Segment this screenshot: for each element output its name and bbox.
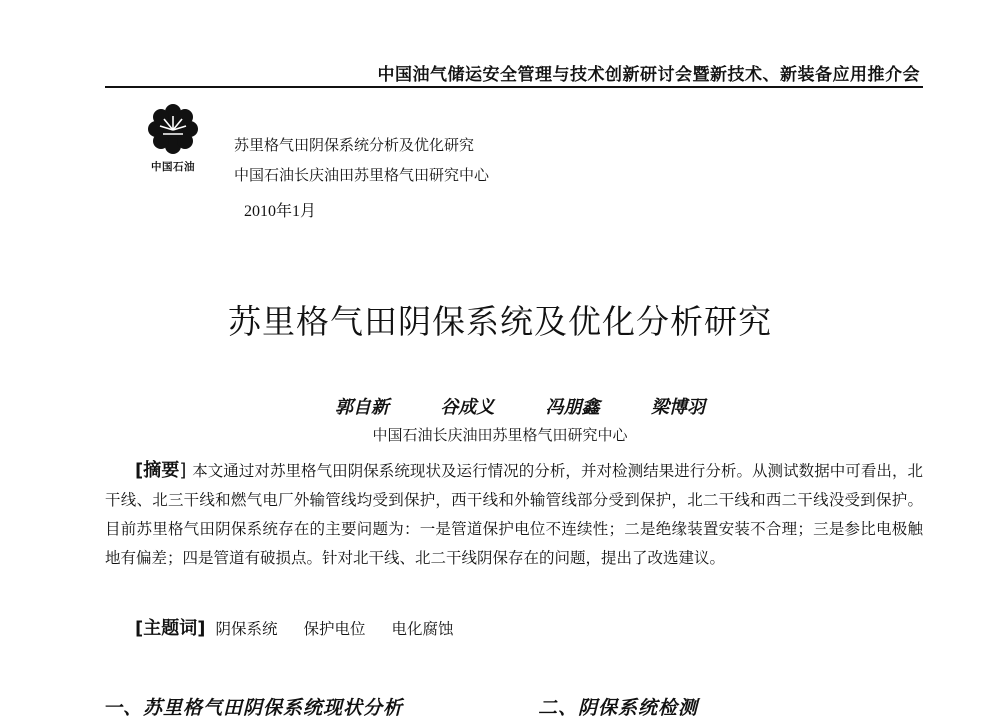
author-affiliation: 中国石油长庆油田苏里格气田研究中心 [372,426,628,444]
header-rule [105,86,923,88]
abstract-text: 本文通过对苏里格气田阴保系统现状及运行情况的分析，并对检测结果进行分析。从测试数据中可看出，北干线、北三干线和燃气电厂外输管线均受到保护，西干线和外输管线部分受到保护，北二干线和西二干线没受到保护。目前苏里格气田阴保系统存在的主要问题为：一是管道保护电位不连续性；二是绝缘装置安装不合理；三是参比电极触地有偏差；四是管道有破损点。针对北干线、北二干线阴保存在的问题，提出了改选建议。 [105,462,923,567]
abstract-open-bracket: [ [135,460,144,481]
section-heading: 一、苏里格气田阴保系统现状分析 [103,697,404,719]
keywords [135,614,480,640]
keywords-label-wrap: [主题词] [135,618,206,639]
keyword: 电化腐蚀 [391,620,454,638]
keywords-label: 主题词 [143,618,198,639]
abstract-label: 摘要 [143,460,180,481]
paper-title: 苏里格气田阴保系统及优化分析研究 [228,302,772,341]
logo-text: 中国石油 [151,161,195,173]
section-heading: 二、阴保系统检测 [538,697,699,719]
author-name: 冯朋鑫 [545,397,600,418]
keyword: 保护电位 [303,620,366,638]
author-list [335,393,705,419]
author-name: 梁博羽 [650,397,705,418]
info-institution: 中国石油长庆油田苏里格气田研究中心 [234,166,490,184]
keyword: 阴保系统 [215,620,278,638]
conference-header: 中国油气储运安全管理与技术创新研讨会暨新技术、新装备应用推介会 [377,65,920,85]
author-name: 郭自新 [335,397,389,418]
info-title: 苏里格气田阴保系统分析及优化研究 [234,136,475,154]
cnpc-logo-icon [140,103,206,159]
author-name: 谷成义 [440,397,495,418]
abstract [105,456,923,573]
abstract-close-bracket: ] [179,460,193,481]
cnpc-logo [140,103,206,175]
info-date: 2010年1月 [244,203,317,220]
